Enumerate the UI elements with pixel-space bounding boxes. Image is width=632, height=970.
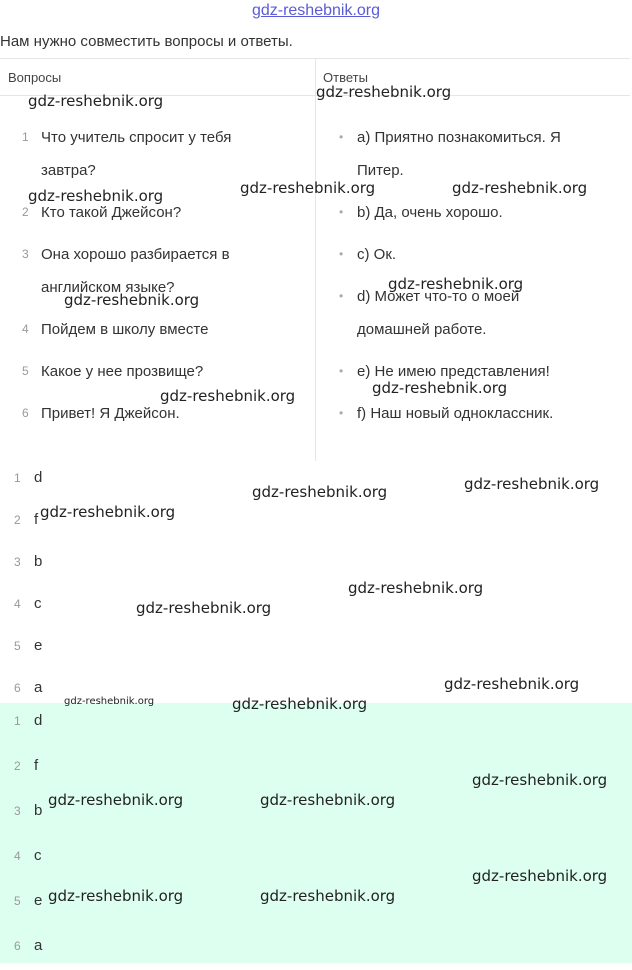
answer-key-highlighted [0,703,632,963]
answer-text: c) Ок. [357,246,397,263]
question-number: 6 [22,406,29,420]
watermark: gdz-reshebnik.org [28,187,164,205]
watermark: gdz-reshebnik.org [472,771,608,789]
answer-key-number: 1 [14,471,21,485]
answer-key-letter: e [34,637,43,654]
answer-key-number: 4 [14,849,21,863]
watermark: gdz-reshebnik.org [40,503,176,521]
watermark: gdz-reshebnik.org [136,599,272,617]
column-divider [315,59,316,461]
answer-key-letter: b [34,802,43,819]
answer-key-number: 2 [14,513,21,527]
answer-text: e) Не имею представления! [357,363,550,380]
watermark: gdz-reshebnik.org [232,695,368,713]
watermark: gdz-reshebnik.org [160,387,296,405]
answer-text: b) Да, очень хорошо. [357,204,503,221]
watermark: gdz-reshebnik.org [388,275,524,293]
answer-bullet: • [339,406,344,420]
answer-key-number: 6 [14,681,21,695]
answer-bullet: • [339,289,344,303]
question-text: Какое у нее прозвище? [41,363,204,380]
watermark: gdz-reshebnik.org [64,696,155,707]
watermark: gdz-reshebnik.org [316,83,452,101]
answer-text: f) Наш новый одноклассник. [357,405,554,422]
question-text: Кто такой Джейсон? [41,204,182,221]
answer-key-number: 5 [14,639,21,653]
question-number: 5 [22,364,29,378]
answer-key-number: 5 [14,894,21,908]
answer-bullet: • [339,247,344,261]
answer-key-number: 2 [14,759,21,773]
answer-bullet: • [339,205,344,219]
answer-key-number: 6 [14,939,21,953]
answer-key-letter: b [34,553,43,570]
answer-key-number: 3 [14,555,21,569]
watermark: gdz-reshebnik.org [240,179,376,197]
watermark: gdz-reshebnik.org [348,579,484,597]
answer-key-letter: d [34,712,43,729]
answer-key-letter: f [34,511,39,528]
watermark: gdz-reshebnik.org [48,887,184,905]
answer-bullet: • [339,130,344,144]
watermark: gdz-reshebnik.org [64,291,200,309]
answer-key-letter: e [34,892,43,909]
answer-key-number: 1 [14,714,21,728]
question-text: Что учитель спросит у тебя завтра? [41,129,232,179]
answer-key-letter: f [34,757,39,774]
answer-key-letter: d [34,469,43,486]
question-number: 3 [22,247,29,261]
answer-key-number: 3 [14,804,21,818]
question-text: Привет! Я Джейсон. [41,405,180,422]
questions-header: Вопросы [8,70,62,85]
answer-key-letter: c [34,595,42,612]
watermark: gdz-reshebnik.org [252,483,388,501]
answer-text: a) Приятно познакомиться. Я Питер. [357,129,561,179]
answer-key-number: 4 [14,597,21,611]
watermark: gdz-reshebnik.org [48,791,184,809]
site-title-link[interactable]: gdz-reshebnik.org [251,2,381,19]
watermark: gdz-reshebnik.org [444,675,580,693]
watermark: gdz-reshebnik.org [452,179,588,197]
watermark: gdz-reshebnik.org [260,887,396,905]
watermark: gdz-reshebnik.org [472,867,608,885]
watermark: gdz-reshebnik.org [260,791,396,809]
answer-key-letter: c [34,847,42,864]
intro-text: Нам нужно совместить вопросы и ответы. [0,33,293,50]
answers-header: Ответы [323,70,368,85]
answer-text: d) Может что-то о моей домашней работе. [357,288,520,338]
answer-key-letter: a [34,679,43,696]
question-number: 2 [22,205,29,219]
question-text: Она хорошо разбирается в английском языке? [41,246,230,296]
matching-table [0,58,630,460]
question-number: 1 [22,130,29,144]
watermark: gdz-reshebnik.org [464,475,600,493]
question-number: 4 [22,322,29,336]
answer-key-letter: a [34,937,43,954]
question-text: Пойдем в школу вместе [41,321,209,338]
watermark: gdz-reshebnik.org [372,379,508,397]
answer-bullet: • [339,364,344,378]
watermark: gdz-reshebnik.org [28,92,164,110]
